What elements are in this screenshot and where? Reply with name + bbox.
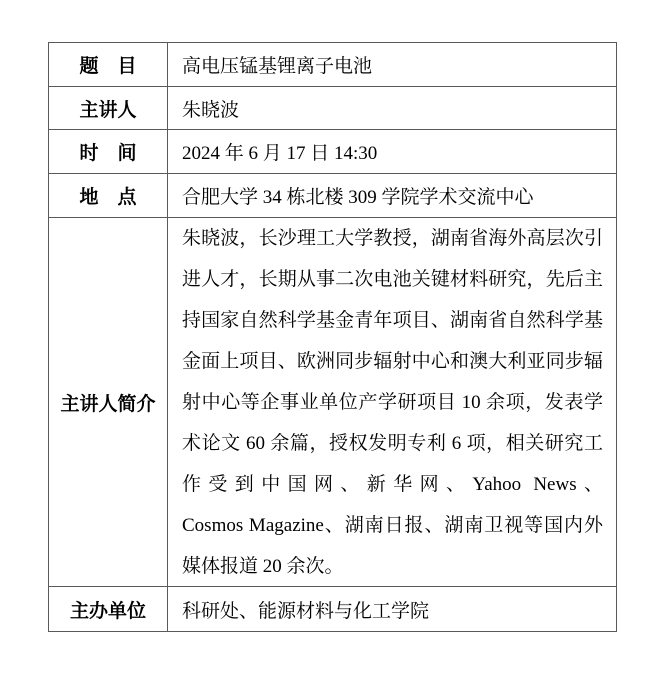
row-value-time: 2024 年 6 月 17 日 14:30	[182, 143, 378, 164]
row-label-speaker-bio: 主讲人简介	[49, 218, 168, 586]
bio-line: 射中心等企事业单位产学研项目 10 余项，发表学	[182, 392, 603, 413]
bio-line: 媒体报道 20 余次。	[182, 556, 344, 577]
bio-line: 术论文 60 余篇，授权发明专利 6 项，相关研究工	[182, 433, 603, 454]
bio-line: 持国家自然科学基金青年项目、湖南省自然科学基	[182, 310, 603, 331]
row-label-time: 时 间	[49, 130, 168, 173]
table-row-title	[49, 43, 616, 87]
row-label-location: 地 点	[49, 174, 168, 217]
table-row-organizer	[49, 587, 616, 631]
table-row-location	[49, 174, 616, 218]
row-value-title: 高电压锰基锂离子电池	[182, 56, 373, 77]
bio-line: 进人才，长期从事二次电池关键材料研究，先后主	[182, 269, 603, 290]
table-row-time	[49, 130, 616, 174]
seminar-info-table	[48, 42, 617, 632]
bio-line: 朱晓波，长沙理工大学教授，湖南省海外高层次引	[182, 228, 603, 249]
bio-line: 作受到中国网、新华网、Yahoo News、	[182, 474, 603, 495]
row-value-organizer: 科研处、能源材料与化工学院	[182, 600, 430, 622]
row-label-organizer: 主办单位	[49, 587, 168, 631]
table-row-speaker	[49, 87, 616, 130]
row-value-location: 合肥大学 34 栋北楼 309 学院学术交流中心	[182, 187, 534, 208]
row-label-title: 题 目	[49, 43, 168, 86]
row-label-speaker: 主讲人	[49, 87, 168, 129]
bio-line: 金面上项目、欧洲同步辐射中心和澳大利亚同步辐	[182, 351, 603, 372]
row-value-speaker-bio	[168, 218, 616, 586]
bio-line: Cosmos Magazine、湖南日报、湖南卫视等国内外	[182, 515, 603, 536]
row-value-speaker: 朱晓波	[182, 99, 240, 121]
table-row-speaker-bio	[49, 218, 616, 587]
